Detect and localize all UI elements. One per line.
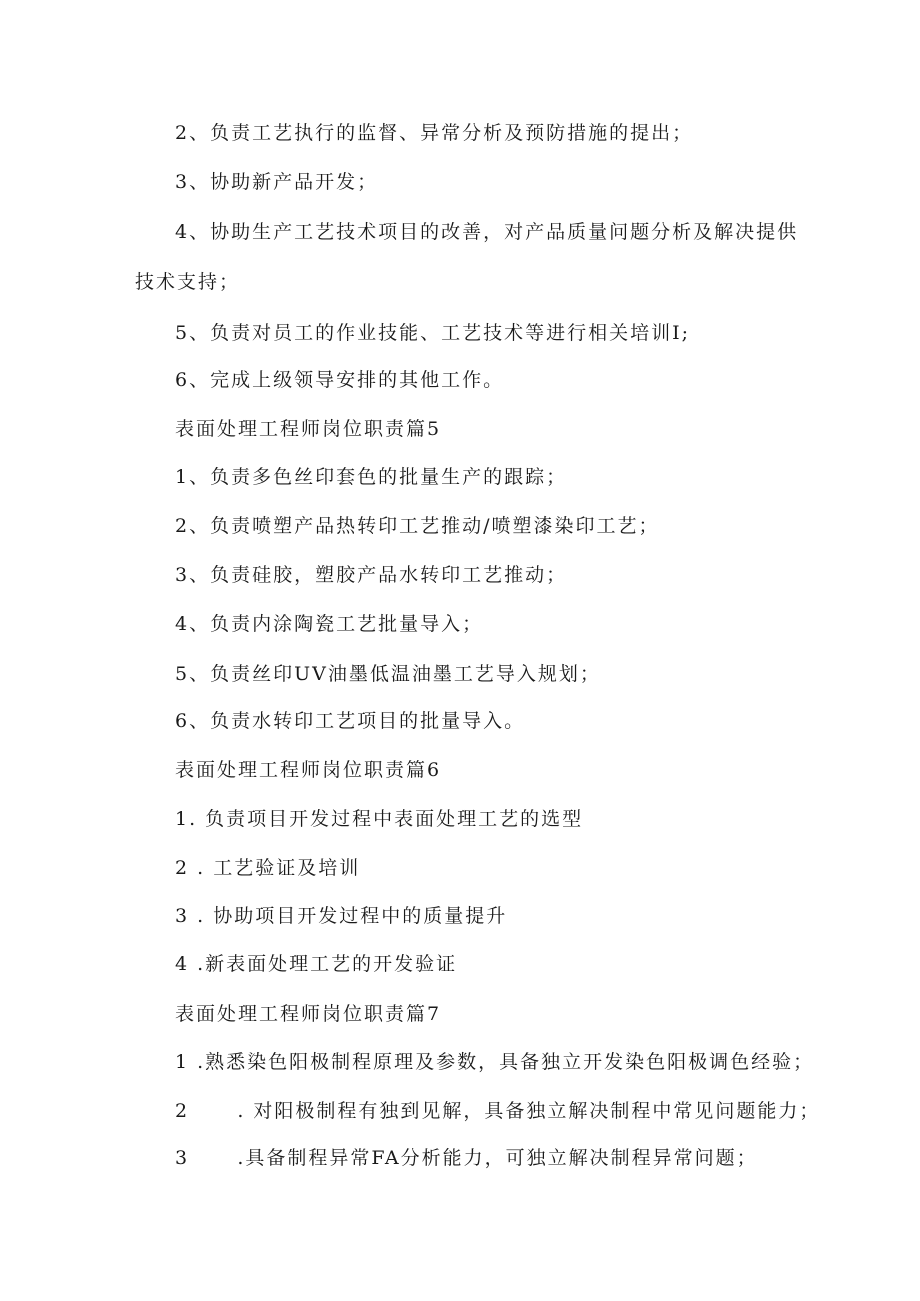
paragraph-line-4: 技术支持； — [135, 271, 241, 293]
paragraph-line-3: 4、协助生产工艺技术项目的改善，对产品质量问题分析及解决提供 — [175, 221, 799, 243]
paragraph-line-2: 3、协助新产品开发； — [175, 171, 379, 193]
paragraph-line-1: 2、负责工艺执行的监督、异常分析及预防措施的提出； — [175, 122, 694, 144]
paragraph-line-9: 3、负责硅胶，塑胶产品水转印工艺推动； — [175, 564, 568, 586]
paragraph-line-12: 6、负责水转印工艺项目的批量导入。 — [175, 710, 526, 732]
paragraph-line-10: 4、负责内涂陶瓷工艺批量导入； — [175, 613, 484, 635]
paragraph-line-14: 2 . 工艺验证及培训 — [175, 857, 361, 879]
paragraph-line-7: 1、负责多色丝印套色的批量生产的跟踪； — [175, 466, 568, 488]
paragraph-line-18: 2 . 对阳极制程有独到见解，具备独立解决制程中常见问题能力； — [175, 1100, 821, 1122]
paragraph-line-15: 3 . 协助项目开发过程中的质量提升 — [175, 905, 508, 927]
section-heading-7: 表面处理工程师岗位职责篇7 — [175, 1003, 442, 1025]
section-heading-5: 表面处理工程师岗位职责篇5 — [175, 418, 442, 440]
paragraph-line-19: 3 .具备制程异常FA分析能力，可独立解决制程异常问题； — [175, 1147, 758, 1169]
paragraph-line-13: 1. 负责项目开发过程中表面处理工艺的选型 — [175, 808, 584, 830]
paragraph-line-8: 2、负责喷塑产品热转印工艺推动/喷塑漆染印工艺； — [175, 515, 660, 537]
paragraph-line-6: 6、完成上级领导安排的其他工作。 — [175, 369, 505, 391]
paragraph-line-17: 1 .熟悉染色阳极制程原理及参数，具备独立开发染色阳极调色经验； — [175, 1051, 815, 1073]
paragraph-line-5: 5、负责对员工的作业技能、工艺技术等进行相关培训I; — [175, 322, 690, 344]
paragraph-line-16: 4 .新表面处理工艺的开发验证 — [175, 953, 458, 975]
paragraph-line-11: 5、负责丝印UV油墨低温油墨工艺导入规划； — [175, 663, 601, 685]
section-heading-6: 表面处理工程师岗位职责篇6 — [175, 759, 442, 781]
